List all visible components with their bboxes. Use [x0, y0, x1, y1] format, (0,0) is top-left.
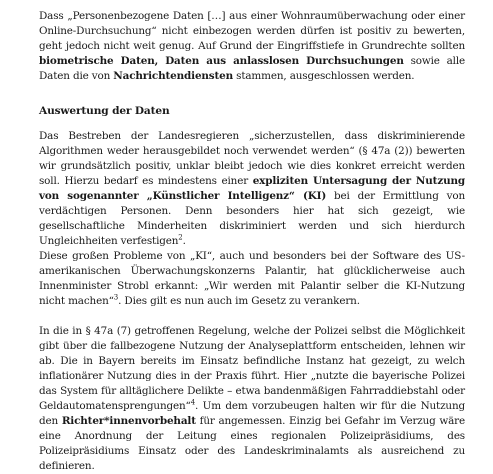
- paragraph-palantir: [39, 249, 465, 309]
- footnote-ref: 3: [113, 293, 119, 302]
- paragraph-judicial-reservation: [39, 324, 465, 474]
- text-run: .: [182, 235, 186, 247]
- bold-run: Nachrichtendiensten: [113, 70, 234, 82]
- text-run: . Dies gilt es nun auch im Gesetz zu verankern.: [118, 295, 360, 307]
- paragraph-ai-discrimination: [39, 129, 465, 249]
- bold-run: biometrische Daten, Daten aus anlasslosen Durchsuchungen: [39, 55, 404, 67]
- text-run: sowie alle Daten die von: [39, 55, 465, 82]
- text-run: Diese großen Probleme von „KI“, auch und besonders bei der Software des US-amerikanischen Überwachungskonzerns Palantir, hat glücklicherweise auch Innenminister Strobl erkannt: „Wir werden mit Palantir selber die KI-Nutzung nicht machen“: [39, 250, 465, 307]
- spacer: [39, 309, 465, 324]
- bold-run: expliziten Untersagung der Nutzung von sogenannter „Künstlicher Intelligenz“ (KI): [39, 175, 466, 202]
- text-run: stammen, ausgeschlossen werden.: [233, 70, 415, 82]
- text-run: Das Bestreben der Landesregieren „sicherzustellen, dass diskriminierende Algorithmen weder herausgebildet noch verwendet werden“ (§ 47a (2)) bewerten wir grundsätzlich positiv, unklar bleibt jedoch wie dies konkret erreicht werden soll. Hierzu bedarf es mindestens einer: [39, 130, 465, 187]
- text-run: bei der Ermittlung von verdächtigen Personen. Denn besonders hier hat sich gezeigt, wie gesellschaftliche Minderheiten diskriminiert werden und sich hierdurch Ungleichheiten verfestigen: [39, 190, 465, 247]
- footnote-ref: 4: [190, 398, 196, 407]
- text-run: für angemessen. Einzig bei Gefahr im Verzug wäre eine Anordnung der Leitung eines regionalen Polizeipräsidiums, des Polizeipräsidiums Einsatz oder des Landeskriminalamts als ausreichend zu definieren.: [39, 415, 465, 472]
- paragraph-data-exclusion: [39, 9, 465, 84]
- footnote-ref: 2: [178, 233, 183, 242]
- section-heading: Auswertung der Daten: [39, 105, 170, 117]
- spacer: [39, 84, 465, 99]
- text-run: In die in § 47a (7) getroffenen Regelung, welche der Polizei selbst die Möglichkeit gibt über die fallbezogene Nutzung der Analyseplattform entscheiden, lehnen wir ab. Die in Bayern bereits im Einsatz befindliche Instanz hat gezeigt, zu welch inflationärer Nutzung dies in der Praxis führt. Hier „nutzte die bayerische Polizei das System für alltäglichere Delikte – etwa bandenmäßigen Fahrraddiebstahl oder Geldautomatensprengungen“: [39, 325, 465, 412]
- spacer: [39, 119, 465, 129]
- text-run: Dass „Personenbezogene Daten […] aus einer Wohnraumüberwachung oder einer Online-Durchsuchung“ nicht einbezogen werden dürfen ist positiv zu bewerten, geht jedoch nicht weit genug. Auf Grund der Eingriffstiefe in Grundrechte sollten: [39, 10, 465, 52]
- text-run: . Um dem vorzubeugen halten wir für die Nutzung den: [39, 400, 465, 427]
- document-page: [39, 9, 465, 474]
- bold-run: Richter*innenvorbehalt: [61, 415, 196, 427]
